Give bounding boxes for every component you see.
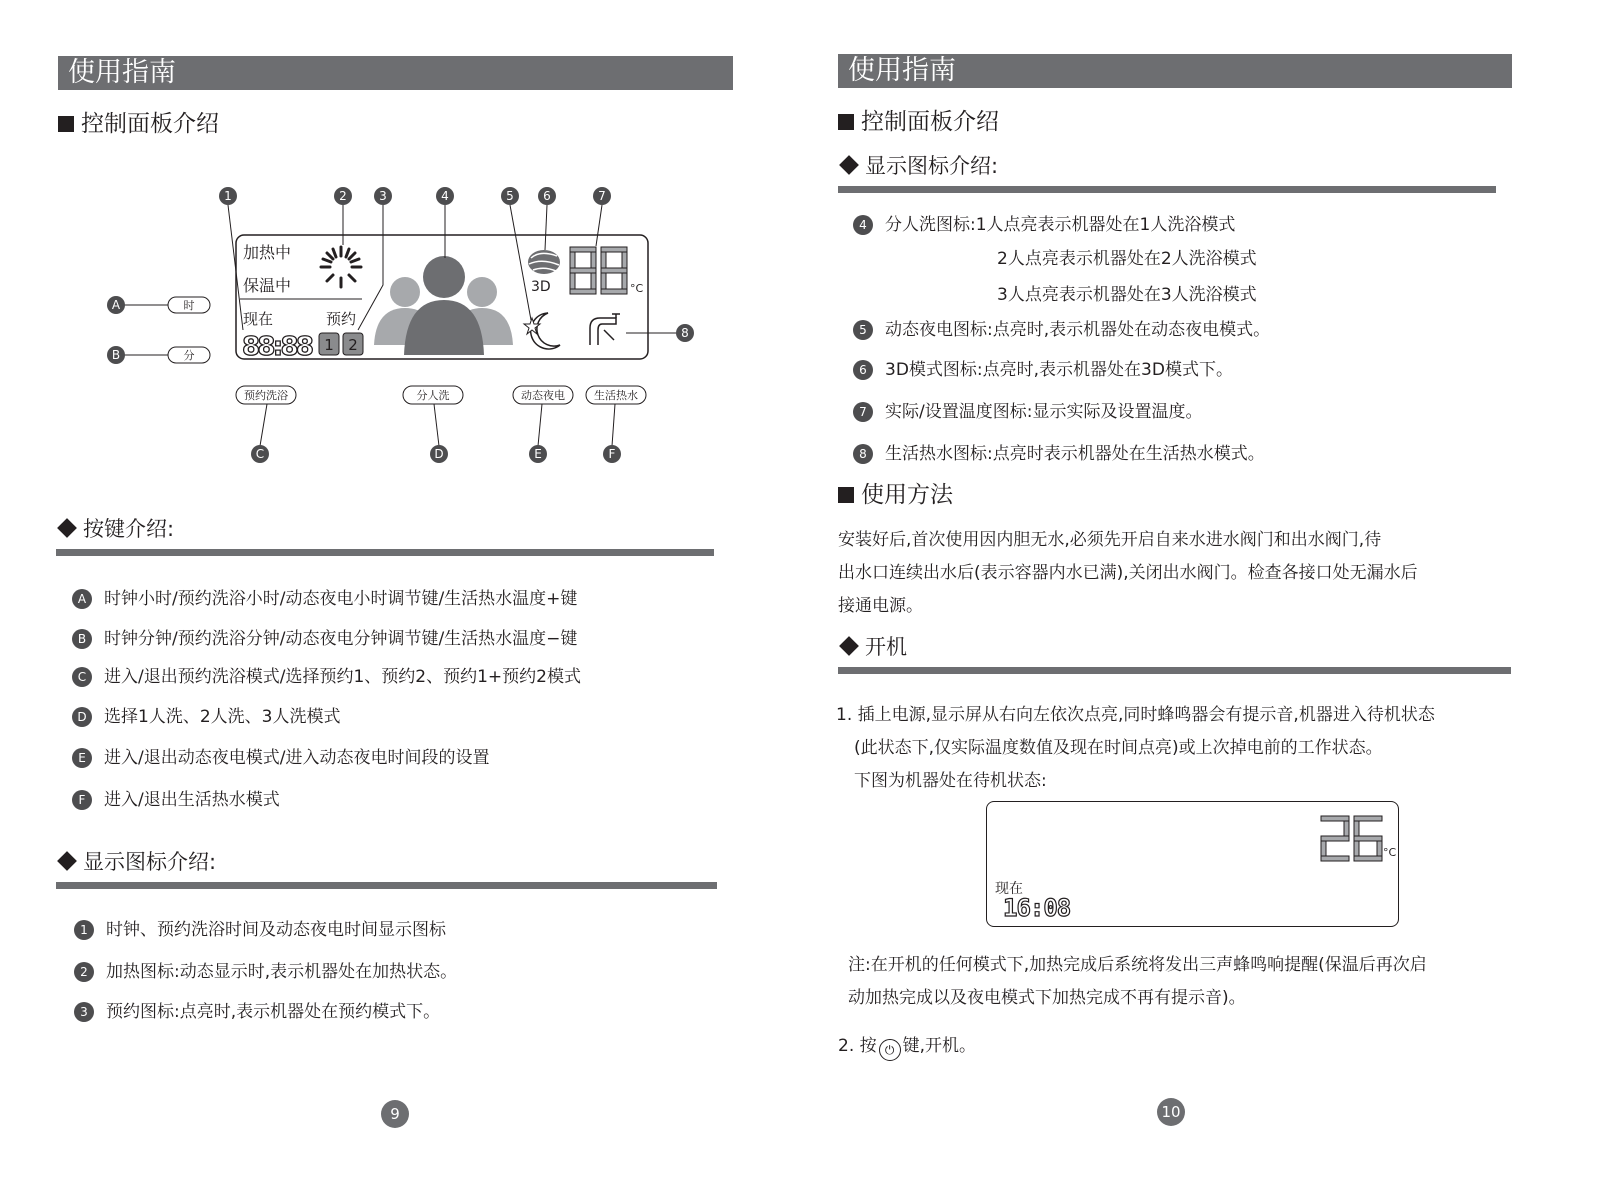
- left-page-number: 9: [381, 1100, 409, 1128]
- key-item-a: A 时钟小时/预约洗浴小时/动态夜电小时调节键/生活热水温度+键: [72, 587, 577, 611]
- diamond-bullet-icon: [57, 518, 77, 538]
- key-item-c: C 进入/退出预约洗浴模式/选择预约1、预约2、预约1+预约2模式: [72, 665, 581, 689]
- badge-6: 6: [853, 360, 873, 380]
- power-icon: ⏻: [879, 1039, 901, 1061]
- control-panel-diagram: [95, 180, 715, 470]
- lcd-heating-text: 加热中: [243, 243, 292, 262]
- badge-f: F: [72, 790, 92, 810]
- badge-2: 2: [74, 962, 94, 982]
- diamond-bullet-icon: [57, 851, 77, 871]
- heating-spinner-icon: [321, 247, 361, 287]
- icon-item-1: 1 时钟、预约洗浴时间及动态夜电时间显示图标: [74, 918, 446, 942]
- key-item-f: F 进入/退出生活热水模式: [72, 788, 280, 812]
- icon-item-8: 8 生活热水图标:点亮时表示机器处在生活热水模式。: [853, 442, 1265, 466]
- left-banner: 使用指南: [58, 56, 733, 90]
- standby-display: [986, 801, 1399, 927]
- icon-item-6: 6 3D模式图标:点亮时,表示机器处在3D模式下。: [853, 358, 1233, 382]
- usage-paragraph: 安装好后,首次使用因内胆无水,必须先开启自来水进水阀门和出水阀门,待 出水口连续出水后(表示容器内水已满),关闭出水阀门。检查各接口处无漏水后 接通电源。: [838, 530, 1418, 616]
- svg-text:6: 6: [543, 189, 551, 203]
- celsius-icon: °C: [630, 282, 644, 295]
- right-icons-rule: [838, 186, 1496, 193]
- power-on-rule: [838, 667, 1511, 674]
- three-d-label: 3D: [531, 279, 551, 295]
- temperature-digits-icon: [570, 247, 627, 294]
- icon-item-2: 2 加热图标:动态显示时,表示机器处在加热状态。: [74, 960, 457, 984]
- icon-item-4-line2: 2人点亮表示机器处在2人洗浴模式: [997, 249, 1257, 269]
- right-icons-heading: 显示图标介绍:: [838, 152, 998, 180]
- usage-title: 使用方法: [838, 480, 953, 510]
- icon-item-4-line3: 3人点亮表示机器处在3人洗浴模式: [997, 285, 1257, 305]
- svg-text:C: C: [255, 447, 265, 461]
- letter-callouts: [107, 296, 621, 463]
- lcd-slot1-text: 1: [324, 336, 334, 354]
- icon-item-5: 5 动态夜电图标:点亮时,表示机器处在动态夜电模式。: [853, 318, 1270, 342]
- svg-text:动态夜电: 动态夜电: [521, 389, 565, 402]
- svg-text:时: 时: [183, 299, 195, 312]
- svg-text:F: F: [608, 447, 616, 461]
- lcd-now-text: 现在: [243, 310, 274, 328]
- badge-8: 8: [853, 444, 873, 464]
- badge-1: 1: [74, 920, 94, 940]
- badge-d: D: [72, 707, 92, 727]
- lcd-time-digits: 88:88: [242, 332, 314, 362]
- badge-b: B: [72, 629, 92, 649]
- right-page-number: 10: [1157, 1098, 1185, 1126]
- three-d-icon: [528, 250, 560, 295]
- lcd-slot2-text: 2: [348, 336, 358, 354]
- badge-c: C: [72, 667, 92, 687]
- right-section-title: 控制面板介绍: [838, 107, 999, 137]
- svg-text:2: 2: [339, 189, 347, 203]
- svg-text:1: 1: [224, 189, 232, 203]
- lcd-keepwarm-text: 保温中: [243, 276, 292, 295]
- svg-text:预约洗浴: 预约洗浴: [244, 389, 288, 402]
- badge-7: 7: [853, 402, 873, 422]
- standby-time: 16:08: [1003, 894, 1071, 922]
- svg-text:7: 7: [598, 189, 606, 203]
- svg-text:3: 3: [379, 189, 387, 203]
- step2-line: 2. 按 ⏻ 键,开机。: [838, 1030, 976, 1063]
- svg-text:分: 分: [183, 349, 195, 362]
- key-item-d: D 选择1人洗、2人洗、3人洗模式: [72, 705, 340, 729]
- square-bullet-icon: [838, 114, 854, 130]
- standby-celsius-icon: °C: [1383, 846, 1397, 859]
- badge-3: 3: [74, 1002, 94, 1022]
- badge-a: A: [72, 589, 92, 609]
- svg-text:A: A: [111, 298, 121, 312]
- persons-icon: [374, 256, 513, 355]
- icon-item-7: 7 实际/设置温度图标:显示实际及设置温度。: [853, 400, 1202, 424]
- standby-now-label: 现在: [995, 881, 1023, 897]
- keys-rule: [56, 549, 714, 556]
- right-banner: 使用指南: [838, 54, 1512, 88]
- note-paragraph: 注:在开机的任何模式下,加热完成后系统将发出三声蜂鸣响提醒(保温后再次启 动加热完成以及夜电模式下加热完成不再有提示音)。: [848, 955, 1427, 1008]
- icon-item-3: 3 预约图标:点亮时,表示机器处在预约模式下。: [74, 1000, 440, 1024]
- square-bullet-icon: [58, 116, 74, 132]
- left-icons-rule: [56, 882, 717, 889]
- svg-text:B: B: [111, 348, 121, 362]
- faucet-icon: [590, 314, 620, 345]
- power-on-heading: 开机: [838, 633, 907, 661]
- keys-heading: 按键介绍:: [56, 515, 174, 543]
- svg-text:4: 4: [441, 189, 449, 203]
- diamond-bullet-icon: [839, 155, 859, 175]
- svg-text:5: 5: [506, 189, 514, 203]
- svg-text:E: E: [534, 447, 542, 461]
- badge-5: 5: [853, 320, 873, 340]
- icon-item-4: 4 分人洗图标:1人点亮表示机器处在1人洗浴模式: [853, 213, 1235, 237]
- badge-4: 4: [853, 215, 873, 235]
- svg-text:生活热水: 生活热水: [594, 389, 638, 402]
- diamond-bullet-icon: [839, 636, 859, 656]
- key-item-e: E 进入/退出动态夜电模式/进入动态夜电时间段的设置: [72, 746, 489, 770]
- badge-e: E: [72, 748, 92, 768]
- night-moon-icon: [524, 313, 560, 349]
- step1-paragraph: 1. 插上电源,显示屏从右向左依次点亮,同时蜂鸣器会有提示音,机器进入待机状态 (此状态下,仅实际温度数值及现在时间点亮)或上次掉电前的工作状态。 下图为机器处在待机状态:: [836, 705, 1435, 791]
- square-bullet-icon: [838, 487, 854, 503]
- svg-text:D: D: [434, 447, 444, 461]
- svg-text:分人洗: 分人洗: [416, 389, 450, 402]
- key-item-b: B 时钟分钟/预约洗浴分钟/动态夜电分钟调节键/生活热水温度−键: [72, 627, 577, 651]
- svg-text:8: 8: [681, 326, 689, 340]
- left-icons-heading: 显示图标介绍:: [56, 848, 216, 876]
- lcd-reserve-text: 预约: [326, 310, 357, 328]
- left-section-title: 控制面板介绍: [58, 109, 219, 139]
